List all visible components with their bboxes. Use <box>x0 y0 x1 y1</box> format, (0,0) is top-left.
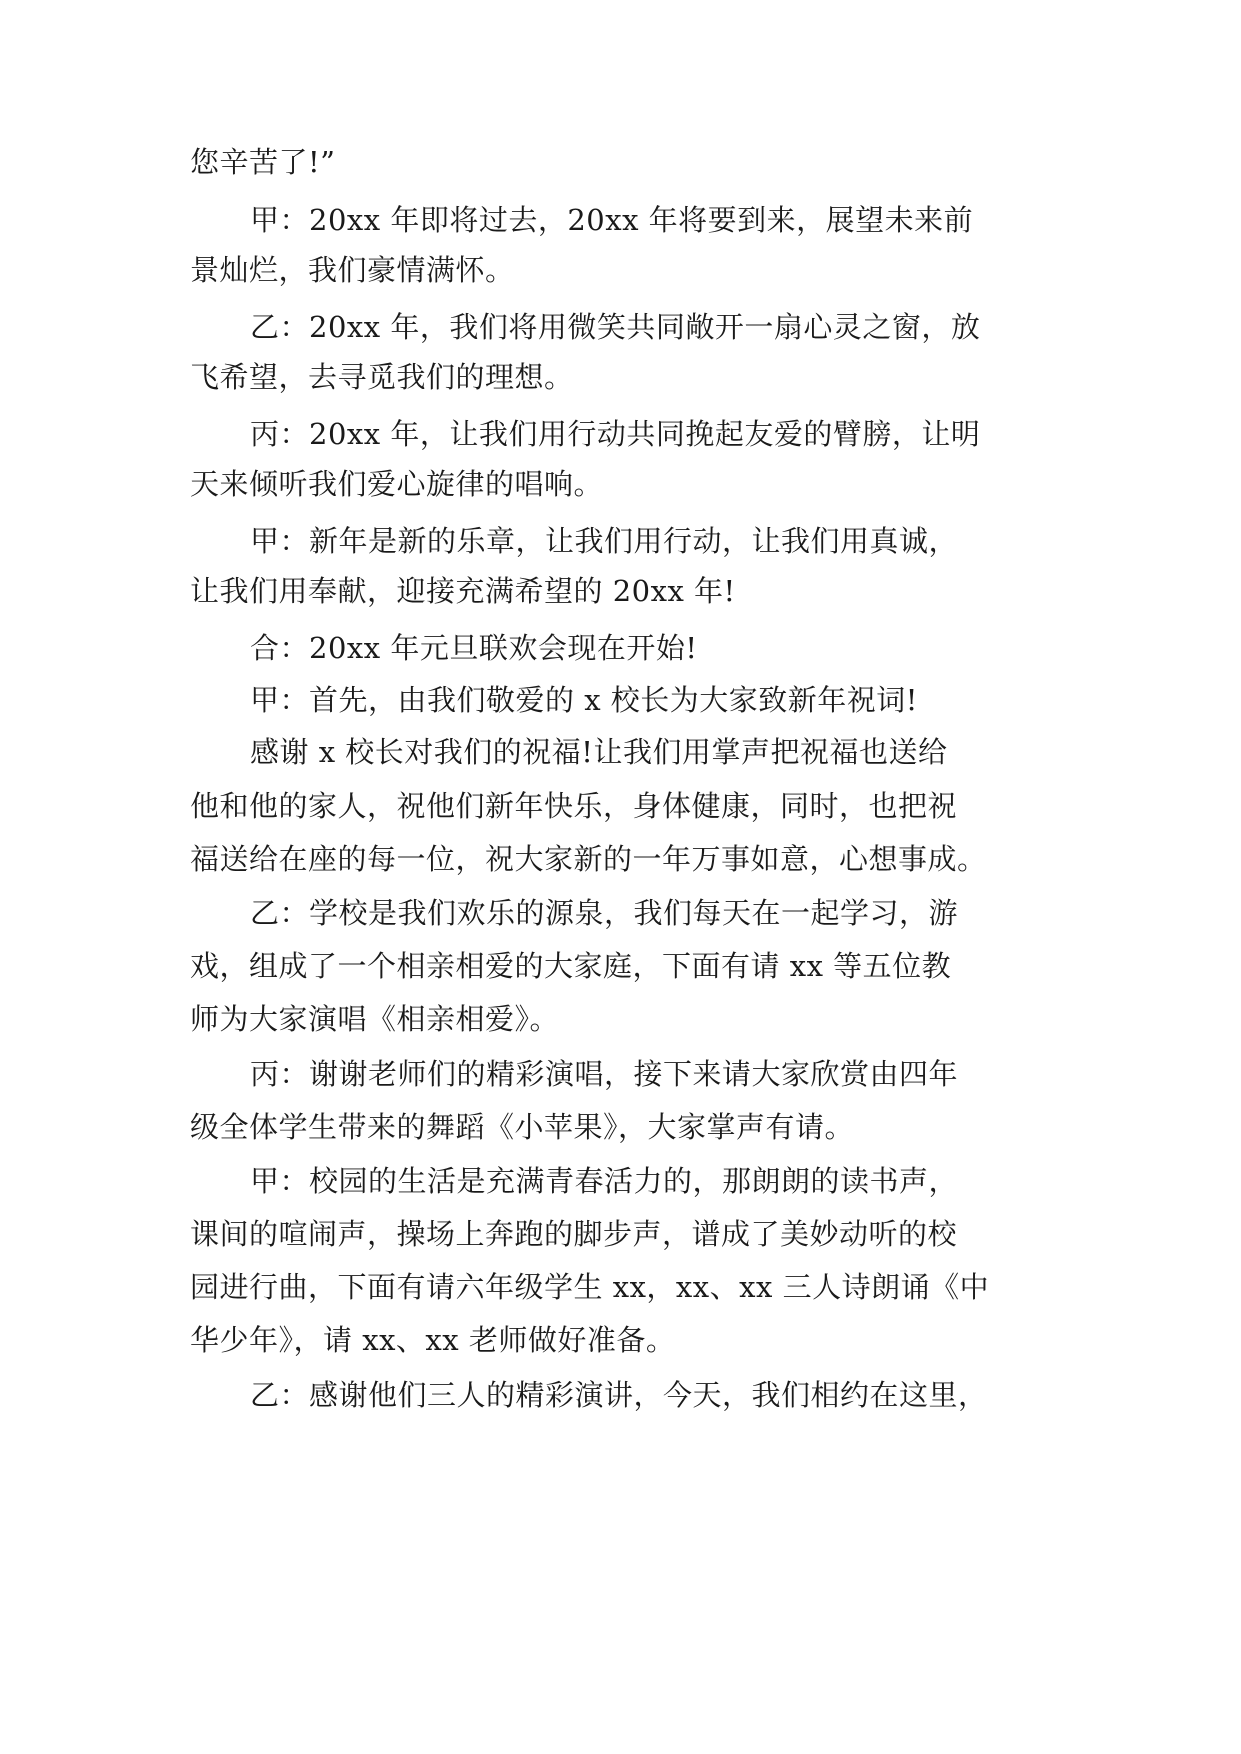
text-line: 甲：新年是新的乐章，让我们用行动，让我们用真诚， <box>250 524 959 558</box>
text-line: 他和他的家人，祝他们新年快乐，身体健康，同时，也把祝 <box>190 789 958 823</box>
text-line: 福送给在座的每一位，祝大家新的一年万事如意，心想事成。 <box>190 842 987 876</box>
text-line: 乙：学校是我们欢乐的源泉，我们每天在一起学习，游 <box>250 896 959 930</box>
text-line: 戏，组成了一个相亲相爱的大家庭，下面有请 xx 等五位教 <box>190 949 952 983</box>
text-line: 丙：20xx 年，让我们用行动共同挽起友爱的臂膀，让明 <box>250 417 981 451</box>
text-line: 感谢 x 校长对我们的祝福!让我们用掌声把祝福也送给 <box>250 735 948 769</box>
text-line: 园进行曲，下面有请六年级学生 xx，xx、xx 三人诗朗诵《中 <box>190 1270 990 1304</box>
text-line: 天来倾听我们爱心旋律的唱响。 <box>190 467 604 501</box>
text-line: 您辛苦了!” <box>190 145 336 179</box>
text-line: 华少年》，请 xx、xx 老师做好准备。 <box>190 1323 676 1357</box>
text-line: 师为大家演唱《相亲相爱》。 <box>190 1002 560 1036</box>
text-line: 丙：谢谢老师们的精彩演唱，接下来请大家欣赏由四年 <box>250 1057 959 1091</box>
text-line: 甲：校园的生活是充满青春活力的，那朗朗的读书声， <box>250 1164 959 1198</box>
text-line: 景灿烂，我们豪情满怀。 <box>190 253 515 287</box>
text-line: 级全体学生带来的舞蹈《小苹果》，大家掌声有请。 <box>190 1110 855 1144</box>
text-line: 让我们用奉献，迎接充满希望的 20xx 年! <box>190 574 736 608</box>
text-line: 乙：感谢他们三人的精彩演讲，今天，我们相约在这里， <box>250 1378 988 1412</box>
text-line: 课间的喧闹声，操场上奔跑的脚步声，谱成了美妙动听的校 <box>190 1217 958 1251</box>
text-line: 甲：20xx 年即将过去，20xx 年将要到来，展望未来前 <box>250 203 974 237</box>
text-line: 飞希望，去寻觅我们的理想。 <box>190 360 574 394</box>
text-line: 乙：20xx 年，我们将用微笑共同敞开一扇心灵之窗，放 <box>250 310 981 344</box>
text-line: 合：20xx 年元旦联欢会现在开始! <box>250 631 698 665</box>
text-line: 甲：首先，由我们敬爱的 x 校长为大家致新年祝词! <box>250 683 918 717</box>
